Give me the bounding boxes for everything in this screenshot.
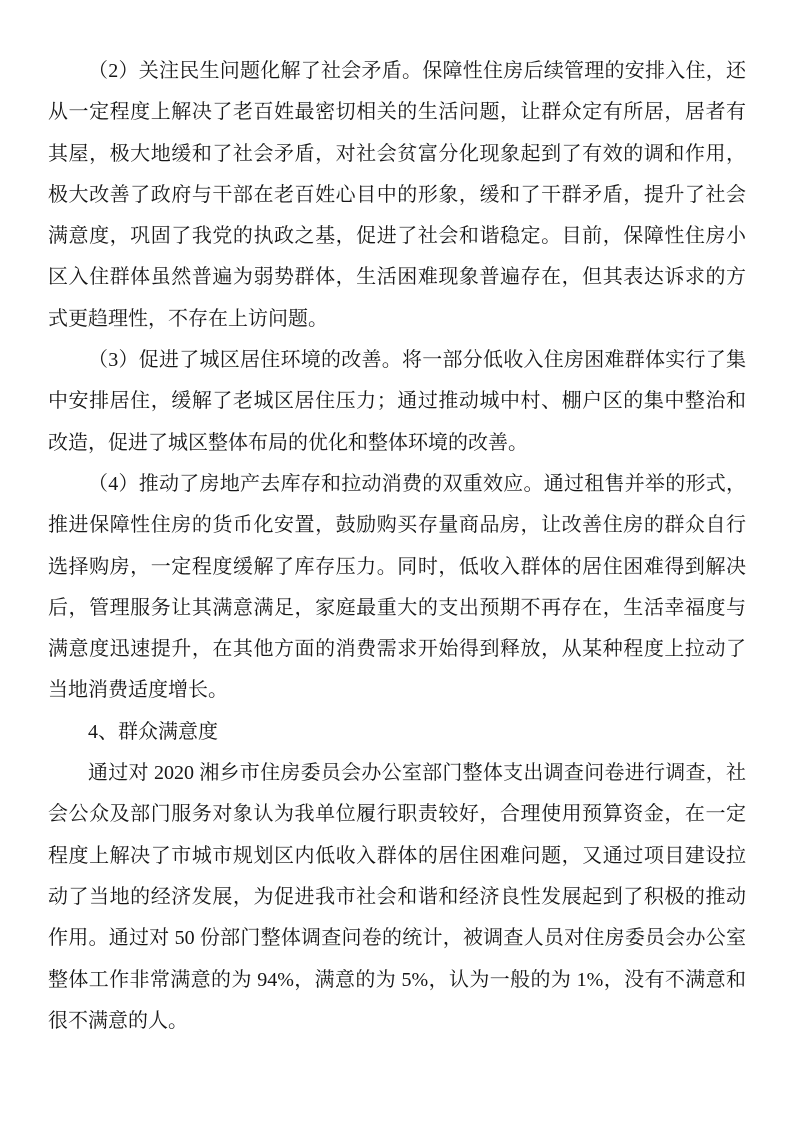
paragraph-destocking-consumption: （4）推动了房地产去库存和拉动消费的双重效应。通过租售并举的形式，推进保障性住房的货币化安置，鼓励购买存量商品房，让改善住房的群众自行选择购房，一定程度缓解了库存压力。同时，低收入群体的居住困难得到解决后，管理服务让其满意满足，家庭最重大的支出预期不再存在，生活幸福度与满意度迅速提升，在其他方面的消费需求开始得到释放，从某种程度上拉动了当地消费适度增长。: [48, 472, 746, 702]
paragraph-social-contradiction: （2）关注民生问题化解了社会矛盾。保障性住房后续管理的安排入住，还从一定程度上解决了老百姓最密切相关的生活问题，让群众定有所居，居者有其屋，极大地缓和了社会矛盾，对社会贫富分化现象起到了有效的调和作用，极大改善了政府与干部在老百姓心目中的形象，缓和了干群矛盾，提升了社会满意度，巩固了我党的执政之基，促进了社会和谐稳定。目前，保障性住房小区入住群体虽然普遍为弱势群体，生活困难现象普遍存在，但其表达诉求的方式更趋理性，不存在上访问题。: [48, 60, 746, 330]
paragraph-satisfaction-survey: 通过对 2020 湘乡市住房委员会办公室部门整体支出调查问卷进行调查，社会公众及部门服务对象认为我单位履行职责较好，合理使用预算资金，在一定程度上解决了市城市规划区内低收入群体的居住困难问题，又通过项目建设拉动了当地的经济发展，为促进我市社会和谐和经济良性发展起到了积极的推动作用。通过对 50 份部门整体调查问卷的统计，被调查人员对住房委员会办公室整体工作非常满意的为 94%，满意的为 5%，认为一般的为 1%，没有不满意和很不满意的人。: [48, 762, 746, 1032]
section-heading-public-satisfaction: 4、群众满意度: [88, 720, 218, 743]
paragraph-living-environment: （3）促进了城区居住环境的改善。将一部分低收入住房困难群体实行了集中安排居住，缓解了老城区居住压力；通过推动城中村、棚户区的集中整治和改造，促进了城区整体布局的优化和整体环境的改善。: [48, 349, 746, 454]
document-content: [48, 51, 746, 1042]
